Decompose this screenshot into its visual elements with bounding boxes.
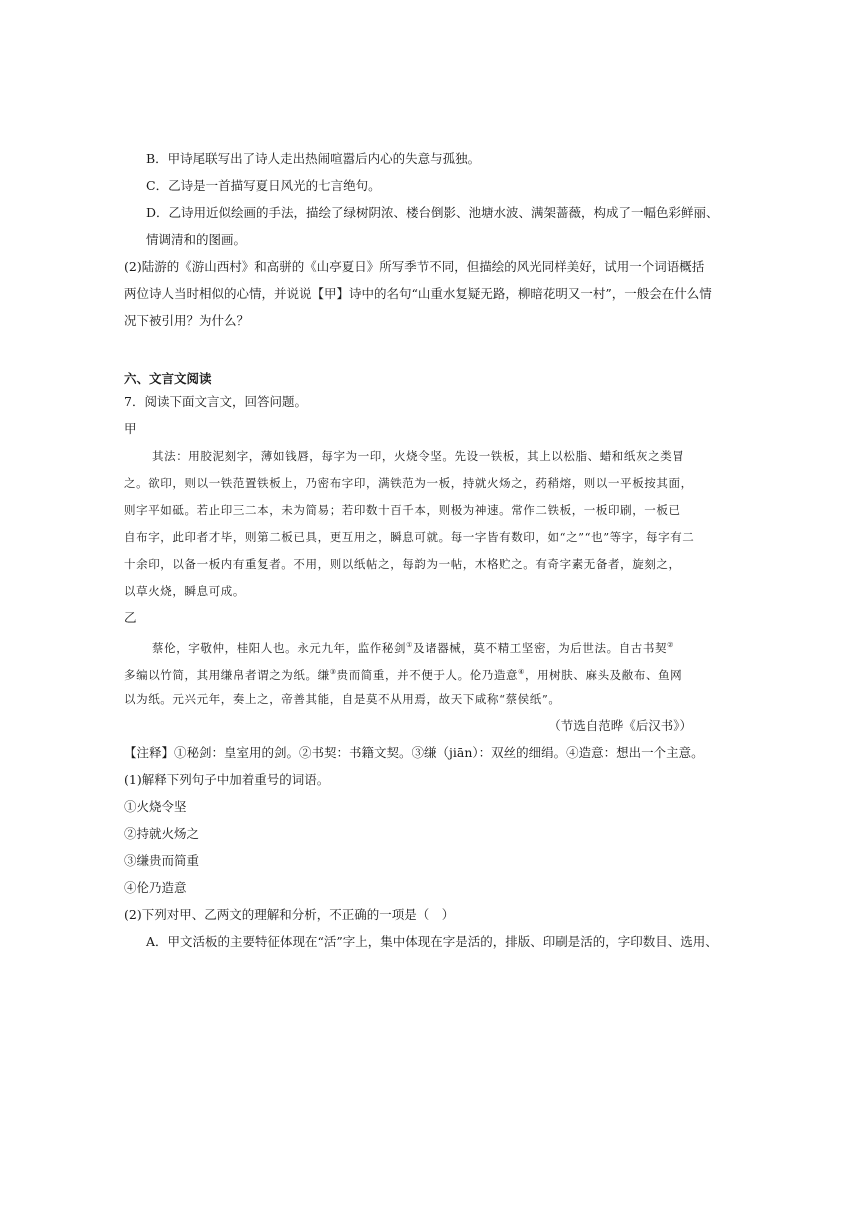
passage-yi-text: 蔡伦，字敬仲，桂阳人也。永元九年，监作秘剑 — [152, 640, 407, 655]
passage-yi-line3: 以为纸。元兴元年，奏上之，帝善其能，自是莫不从用焉，故天下咸称“蔡侯纸”。 — [124, 692, 561, 706]
question-7-intro: 7．阅读下面文言文，回答问题。 — [124, 394, 307, 409]
footnote-marker: ④ — [518, 668, 525, 676]
sub-question-2-prompt: (2)下列对甲、乙两文的理解和分析，不正确的一项是（ ） — [124, 907, 455, 922]
sub-question-1-prompt: (1)解释下列句子中加着重号的词语。 — [124, 772, 330, 787]
passage-yi-text: 多编以竹简，其用缣帛者谓之为纸。缣 — [124, 667, 330, 682]
question-2-line2: 两位诗人当时相似的心情，并说说【甲】诗中的名句“山重水复疑无路，柳暗花明又一村”，一般会在什么情 — [124, 286, 712, 301]
passage-jia-label: 甲 — [124, 421, 137, 436]
sub-question-1-item: ②持就火炀之 — [124, 826, 200, 841]
passage-yi-line2 — [124, 664, 682, 683]
passage-source: （节选自范晔《后汉书》） — [548, 718, 692, 733]
sub-question-1-item: ④伦乃造意 — [124, 880, 187, 895]
passage-yi-label: 乙 — [124, 610, 137, 625]
passage-jia-line: 以草火烧，瞬息可成。 — [124, 584, 245, 598]
question-2-line3: 况下被引用？为什么？ — [124, 313, 250, 328]
passage-jia-line: 十余印，以备一板内有重复者。不用，则以纸帖之，每韵为一帖，木格贮之。有奇字素无备者，旋刻之， — [124, 557, 681, 571]
section-title: 六、文言文阅读 — [124, 371, 212, 386]
passage-jia-line: 自布字，此印者才毕，则第二板已具，更互用之，瞬息可就。每一字皆有数印，如“之”“也”等字，每字有二 — [124, 530, 695, 544]
passage-jia-line: 之。欲印，则以一铁范置铁板上，乃密布字印，满铁范为一板，持就火炀之，药稍熔，则以一平板按其面， — [124, 476, 693, 490]
option-b: B．甲诗尾联写出了诗人走出热闹喧嚣后内心的失意与孤独。 — [146, 151, 481, 166]
footnote-marker: ③ — [329, 668, 337, 676]
passage-jia-line: 则字平如砥。若止印三二本，未为简易；若印数十百千本，则极为神速。常作二铁板，一板印刷，一板已 — [124, 503, 681, 517]
passage-yi-line1 — [152, 637, 674, 656]
question-2-line1: (2)陆游的《游山西村》和高骈的《山亭夏日》所写季节不同，但描绘的风光同样美好，试用一个词语概括 — [124, 259, 705, 274]
passage-jia-line: 其法：用胶泥刻字，薄如钱唇，每字为一印，火烧令坚。先设一铁板，其上以松脂、蜡和纸灰之类冒 — [152, 449, 685, 463]
passage-yi-text: 及诸器械，莫不精工坚密，为后世法。自古书契 — [413, 640, 668, 655]
option-c: C．乙诗是一首描写夏日风光的七言绝句。 — [146, 178, 381, 193]
sub-question-1-item: ③缣贵而简重 — [124, 853, 200, 868]
passage-yi-text: ，用树肤、麻头及敝布、鱼网 — [524, 667, 683, 682]
sub-question-1-item: ①火烧令坚 — [124, 799, 187, 814]
footnote-marker: ② — [667, 641, 674, 649]
passage-yi-text: 贵而简重，并不便于人。伦乃造意 — [336, 667, 519, 682]
sub-question-2-option-a: A．甲文活板的主要特征体现在“活”字上，集中体现在字是活的，排版、印刷是活的，字印数目、选用、 — [146, 934, 718, 949]
option-d-line2: 情调清和的图画。 — [146, 232, 247, 247]
annotation-notes: 【注释】①秘剑：皇室用的剑。②书契：书籍文契。③缣（jiān）：双丝的细绢。④造意：想出一个主意。 — [124, 745, 704, 760]
option-d-line1: D．乙诗用近似绘画的手法，描绘了绿树阴浓、楼台倒影、池塘水波、满架蔷薇，构成了一幅色彩鲜丽、 — [146, 205, 719, 220]
footnote-marker: ① — [406, 641, 413, 649]
